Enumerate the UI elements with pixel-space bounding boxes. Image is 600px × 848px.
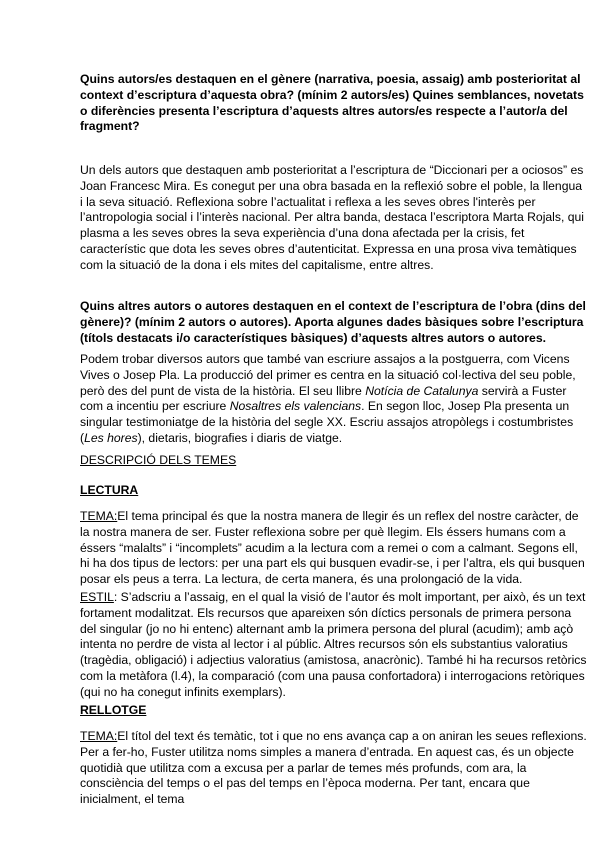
section-heading-descripcio: DESCRIPCIÓ DELS TEMES <box>80 453 237 467</box>
answer-1: Un dels autors que destaquen amb posterioritat a l’escriptura de “Diccionari per a ociosos” es Joan Francesc Mira. Es conegut per una obra basada en la reflexió sobre el poble, la llengua i la seva situació. Reflexiona sobre l’actualitat i reflexa a les seves obres l'interès per l’antropologia social i l’interès nacional. Per altra banda, destaca l’escriptora Marta Rojals, qui plasma a les seves obres la seva experiència d’una dona afectada per la crisis, fet característic que dota les seves obres d’autenticitat. Expressa en una prosa viva temàtiques com la situació de la dona i els mites del capitalisme, entre altres. <box>80 163 585 272</box>
lectura-tema <box>80 509 588 588</box>
book-title-les-hores: Les hores <box>84 430 138 445</box>
lectura-estil-text: : S’adscriu a l’assaig, en el qual la visió de l’autor és molt important, per això, és un text fortament modalitzat. Els recursos que apareixen són díctics personals de primera persona del singular (jo no hi entenc) alternant amb la primera persona del plural (acudim); amb açò intenta no perdre de vista al lector i al públic. Altres recursos són els substantius valoratius (tragèdia, obligació) i adjectius valoratius (amistosa, anacrònic). També hi ha recursos retòrics com la metàfora (l.4), la comparació (com una pausa confortadora) i interrogacions retòriques (qui no ha conegut infinits exemplars). <box>80 590 587 699</box>
lectura-tema-label: TEMA: <box>80 509 118 523</box>
answer-2-part-1: Podem trobar diversos autors que també van escriure assajos a la postguerra, com Vicens Vives o Josep Pla. La producció del primer es centra en la situació col·lectiva del seu poble, però des del punt de vista de la història. El seu llibre <box>80 352 576 398</box>
rellotge-tema <box>80 729 588 808</box>
lectura-tema-text: El tema principal és que la nostra manera de llegir és un reflex del nostre caràcter, de la nostra manera de ser. Fuster reflexiona sobre per què llegim. Els éssers humans com a éssers “malalts” i “incomplets” acudim a la lectura com a remei o com a calmant. Segons ell, hi ha dos tipus de lectors: per una part els qui busquen evadir-se, i per l’altra, els qui busquen posar els peus a terra. La lectura, de certa manera, és una prolongació de la vida. <box>80 509 585 587</box>
book-title-noticia: Notícia de Catalunya <box>365 383 479 398</box>
question-1: Quins autors/es destaquen en el gènere (narrativa, poesia, assaig) amb posterioritat al context d’escriptura d’aquesta obra? (mínim 2 autors/es) Quines semblances, novetats o diferències presenta l’escriptura d’aquests altres autors/es respecte a l’autor/a del fragment? <box>80 72 584 134</box>
lectura-estil-label: ESTIL <box>80 590 114 604</box>
heading-lectura: LECTURA <box>80 483 139 497</box>
book-title-nosaltres: Nosaltres els valencians <box>229 399 362 414</box>
answer-2-part-2: servirà a Fuster com a incentiu per escriure <box>80 383 567 414</box>
question-2: Quins altres autors o autores destaquen en el context de l’escriptura de l’obra (dins del gènere)? (mínim 2 autors o autores). Aporta algunes dades bàsiques sobre l’escriptura (títols destacats i/o característiques bàsiques) d’aquests altres autors o autores. <box>80 299 586 345</box>
rellotge-tema-label: TEMA: <box>80 729 118 743</box>
heading-rellotge: RELLOTGE <box>80 703 147 717</box>
answer-2 <box>80 352 588 447</box>
rellotge-tema-text: El títol del text és temàtic, tot i que no ens avança cap a on aniran les seues reflexions. Per a fer-ho, Fuster utilitza noms simples a manera d’entrada. En aquest cas, és un objecte quotidià que utilitza com a excusa per a parlar de temes més profunds, com ara, la consciència del temps o el pas del temps en l’època moderna. Per tant, encara que inicialment, el tema <box>80 729 587 807</box>
answer-2-part-4: ), dietaris, biografies i diaris de viatge. <box>137 430 343 445</box>
answer-2-part-3: . En segon lloc, Josep Pla presenta un singular testimoniatge de la història del segle XX. Escriu assajos atropòlegs i costumbristes ( <box>80 399 574 445</box>
lectura-estil <box>80 590 588 701</box>
